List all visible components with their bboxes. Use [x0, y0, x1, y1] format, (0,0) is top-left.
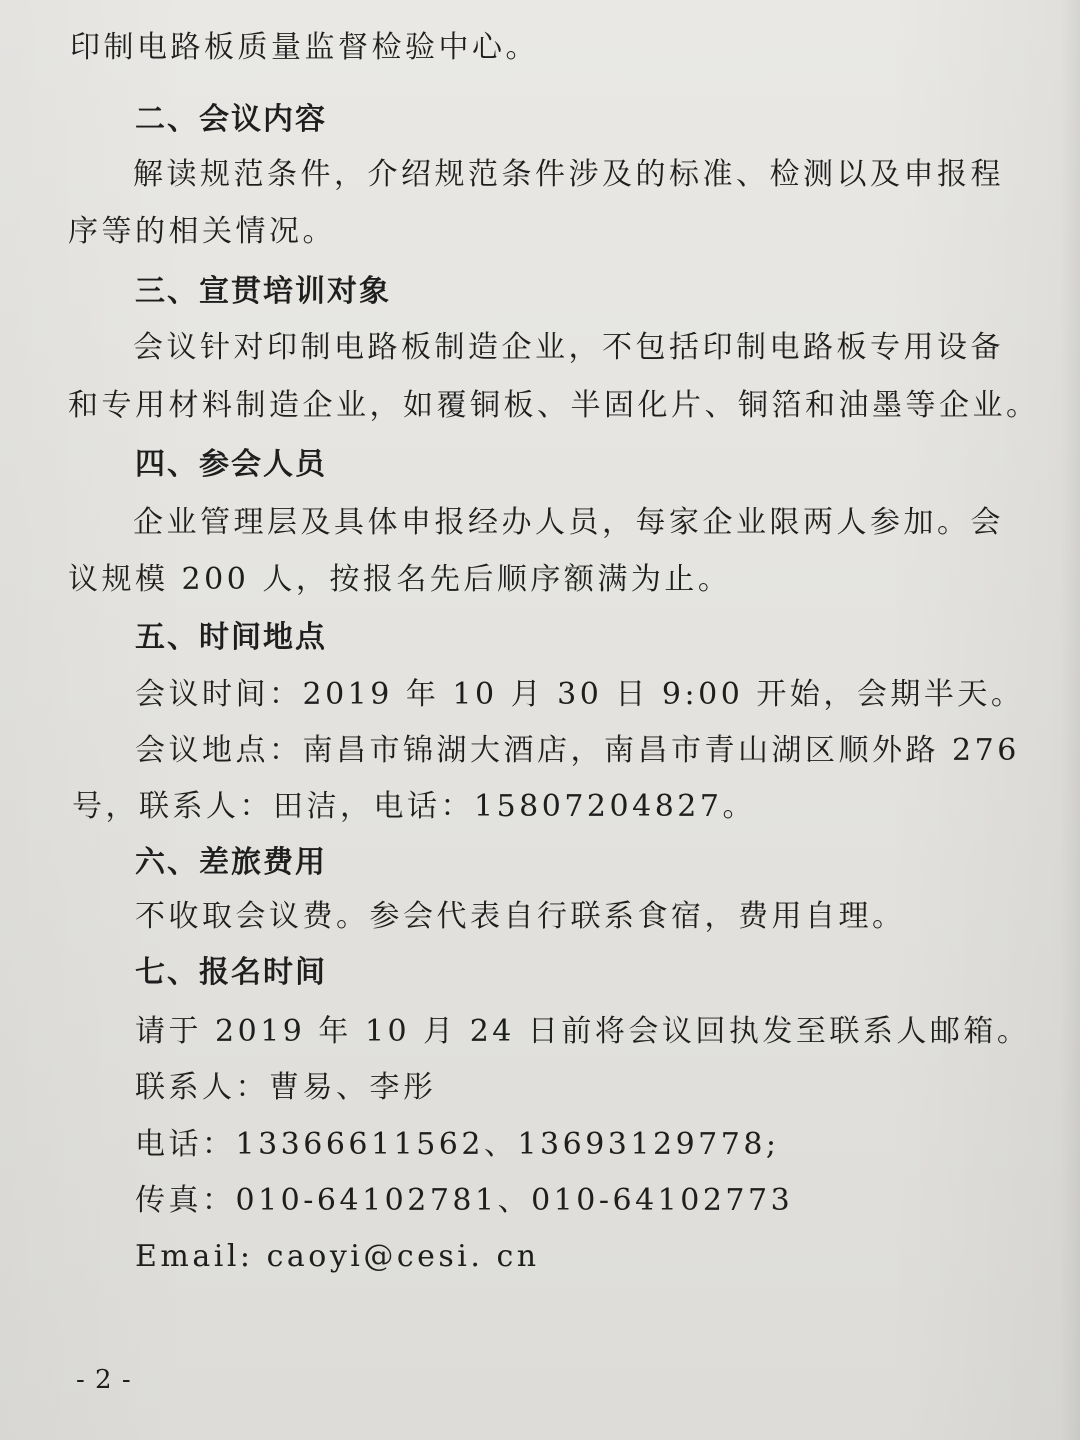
page-number: - 2 -: [76, 1365, 132, 1395]
registration-email-line: Email: caoyi@cesi. cn: [135, 1239, 540, 1274]
registration-deadline-line: 请于 2019 年 10 月 24 日前将会议回执发至联系人邮箱。: [135, 1014, 1031, 1049]
registration-fax-line: 传真：010-64102781、010-64102773: [135, 1183, 794, 1218]
section-heading-training-target: 三、宣贯培训对象: [135, 274, 391, 309]
section-heading-registration-time: 七、报名时间: [135, 955, 327, 990]
meeting-content-line-2: 序等的相关情况。: [68, 214, 336, 249]
travel-expenses-line: 不收取会议费。参会代表自行联系食宿，费用自理。: [135, 899, 906, 934]
training-target-line-1: 会议针对印制电路板制造企业，不包括印制电路板专用设备: [133, 330, 1004, 365]
attendees-line-1: 企业管理层及具体申报经办人员，每家企业限两人参加。会: [133, 505, 1004, 540]
section-heading-travel-expenses: 六、差旅费用: [135, 845, 327, 880]
page-shadow: [1060, 0, 1080, 1440]
section-heading-attendees: 四、参会人员: [135, 447, 327, 482]
meeting-location-line: 会议地点：南昌市锦湖大酒店，南昌市青山湖区顺外路 276: [135, 733, 1020, 768]
registration-contact-line: 联系人：曹易、李彤: [135, 1070, 437, 1105]
intro-line: 印制电路板质量监督检验中心。: [70, 30, 539, 65]
meeting-time-line: 会议时间：2019 年 10 月 30 日 9:00 开始，会期半天。: [135, 677, 1025, 712]
attendees-line-2: 议规模 200 人，按报名先后顺序额满为止。: [68, 562, 732, 597]
training-target-line-2: 和专用材料制造企业，如覆铜板、半固化片、铜箔和油墨等企业。: [68, 388, 1040, 423]
section-heading-meeting-content: 二、会议内容: [135, 102, 327, 137]
section-heading-time-location: 五、时间地点: [135, 620, 327, 655]
meeting-contact-line: 号，联系人：田洁，电话：15807204827。: [72, 789, 756, 824]
registration-phone-line: 电话：13366611562、13693129778;: [135, 1127, 780, 1162]
meeting-content-line-1: 解读规范条件，介绍规范条件涉及的标准、检测以及申报程: [133, 157, 1004, 192]
